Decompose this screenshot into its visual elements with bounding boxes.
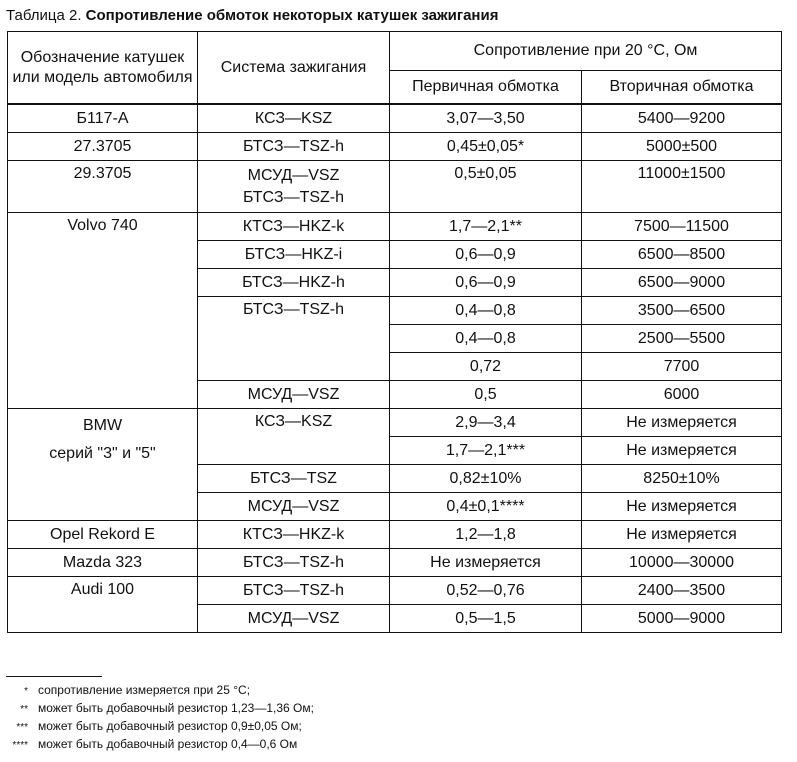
table-row (8, 133, 782, 161)
caption-number: Таблица 2. (6, 7, 82, 24)
cell-system (198, 161, 390, 213)
header-primary: Первичная обмотка (390, 71, 582, 105)
resistance-table (7, 31, 782, 633)
cell-system: МСУД—VSZ (198, 381, 390, 409)
cell-model-line: BMW (82, 417, 123, 434)
cell-system: БТСЗ—HKZ-h (198, 269, 390, 297)
cell-system-line: БТСЗ—TSZ-h (242, 188, 345, 206)
cell-system: БТСЗ—TSZ-h (198, 133, 390, 161)
cell-secondary: Не измеряется (582, 437, 782, 465)
cell-system: БТСЗ—TSZ-h (198, 577, 390, 605)
cell-model: Б117-А (8, 104, 198, 133)
cell-primary: Не измеряется (390, 549, 582, 577)
cell-secondary: 3500—6500 (582, 297, 782, 325)
footnote (6, 699, 786, 717)
cell-primary: 1,7—2,1*** (390, 437, 582, 465)
cell-model-line: серий "3" и "5" (49, 445, 156, 462)
cell-primary: 0,82±10% (390, 465, 582, 493)
cell-system: БТСЗ—TSZ (198, 465, 390, 493)
footnote-text: может быть добавочный резистор 0,9±0,05 Ом; (38, 719, 302, 733)
cell-system: КСЗ—KSZ (198, 104, 390, 133)
cell-model: Mazda 323 (8, 549, 198, 577)
cell-secondary: 7500—11500 (582, 213, 782, 241)
footnote (6, 681, 786, 699)
cell-primary: 0,52—0,76 (390, 577, 582, 605)
header-resistance: Сопротивление при 20 °С, Ом (390, 32, 782, 71)
cell-secondary: Не измеряется (582, 493, 782, 521)
cell-secondary: Не измеряется (582, 409, 782, 437)
cell-secondary: 5000—9000 (582, 605, 782, 633)
table-row (8, 213, 782, 241)
cell-system: БТСЗ—TSZ-h (198, 549, 390, 577)
footnote-text: может быть добавочный резистор 0,4—0,6 Ом (38, 737, 298, 751)
footnote-text: может быть добавочный резистор 1,23—1,36 Ом; (38, 701, 314, 715)
cell-secondary: 6500—9000 (582, 269, 782, 297)
footnote-divider (6, 676, 102, 677)
table-row (8, 521, 782, 549)
header-secondary: Вторичная обмотка (582, 71, 782, 105)
cell-secondary: 2500—5500 (582, 325, 782, 353)
caption-title: Сопротивление обмоток некоторых катушек зажигания (85, 7, 499, 24)
cell-primary: 0,5±0,05 (390, 161, 582, 213)
footnote-text: сопротивление измеряется при 25 °С; (38, 683, 251, 697)
footnote-mark: **** (12, 740, 28, 751)
cell-system: БТСЗ—TSZ-h (198, 297, 390, 381)
cell-secondary: 5400—9200 (582, 104, 782, 133)
cell-primary: 0,6—0,9 (390, 241, 582, 269)
table-row (8, 549, 782, 577)
cell-primary: 1,2—1,8 (390, 521, 582, 549)
table-caption (6, 6, 498, 26)
cell-primary: 0,72 (390, 353, 582, 381)
footnote-mark: * (24, 686, 28, 697)
footnote-mark: ** (20, 704, 28, 715)
header-designation: Обозначение катушек или модель автомобиля (8, 32, 198, 105)
header-row (8, 32, 782, 71)
cell-primary: 0,4—0,8 (390, 297, 582, 325)
cell-secondary: 6000 (582, 381, 782, 409)
cell-primary: 0,6—0,9 (390, 269, 582, 297)
footnote-mark: *** (16, 722, 28, 733)
cell-primary: 2,9—3,4 (390, 409, 582, 437)
footnote (6, 735, 786, 753)
table-row (8, 161, 782, 213)
cell-secondary: 5000±500 (582, 133, 782, 161)
table-row (8, 409, 782, 437)
cell-primary: 1,7—2,1** (390, 213, 582, 241)
cell-system: КТСЗ—HKZ-k (198, 213, 390, 241)
cell-model: Audi 100 (8, 577, 198, 633)
cell-system: КТСЗ—HKZ-k (198, 521, 390, 549)
footnote (6, 717, 786, 735)
cell-system: БТСЗ—HKZ-i (198, 241, 390, 269)
cell-secondary: 7700 (582, 353, 782, 381)
cell-system: МСУД—VSZ (198, 493, 390, 521)
cell-primary: 3,07—3,50 (390, 104, 582, 133)
footnotes (6, 676, 786, 753)
cell-secondary: 11000±1500 (582, 161, 782, 213)
cell-secondary: 2400—3500 (582, 577, 782, 605)
cell-primary: 0,4—0,8 (390, 325, 582, 353)
cell-model (8, 409, 198, 521)
cell-secondary: 8250±10% (582, 465, 782, 493)
cell-model: Opel Rekord E (8, 521, 198, 549)
cell-primary: 0,5 (390, 381, 582, 409)
header-system: Система зажигания (198, 32, 390, 105)
cell-secondary: 6500—8500 (582, 241, 782, 269)
cell-model: 27.3705 (8, 133, 198, 161)
cell-primary: 0,4±0,1**** (390, 493, 582, 521)
cell-secondary: 10000—30000 (582, 549, 782, 577)
cell-primary: 0,45±0,05* (390, 133, 582, 161)
cell-model: 29.3705 (8, 161, 198, 213)
cell-model: Volvo 740 (8, 213, 198, 409)
cell-system: КСЗ—KSZ (198, 409, 390, 465)
table-row (8, 577, 782, 605)
cell-primary: 0,5—1,5 (390, 605, 582, 633)
cell-secondary: Не измеряется (582, 521, 782, 549)
cell-system: МСУД—VSZ (198, 605, 390, 633)
table-row (8, 104, 782, 133)
cell-system-line: МСУД—VSZ (247, 166, 340, 184)
